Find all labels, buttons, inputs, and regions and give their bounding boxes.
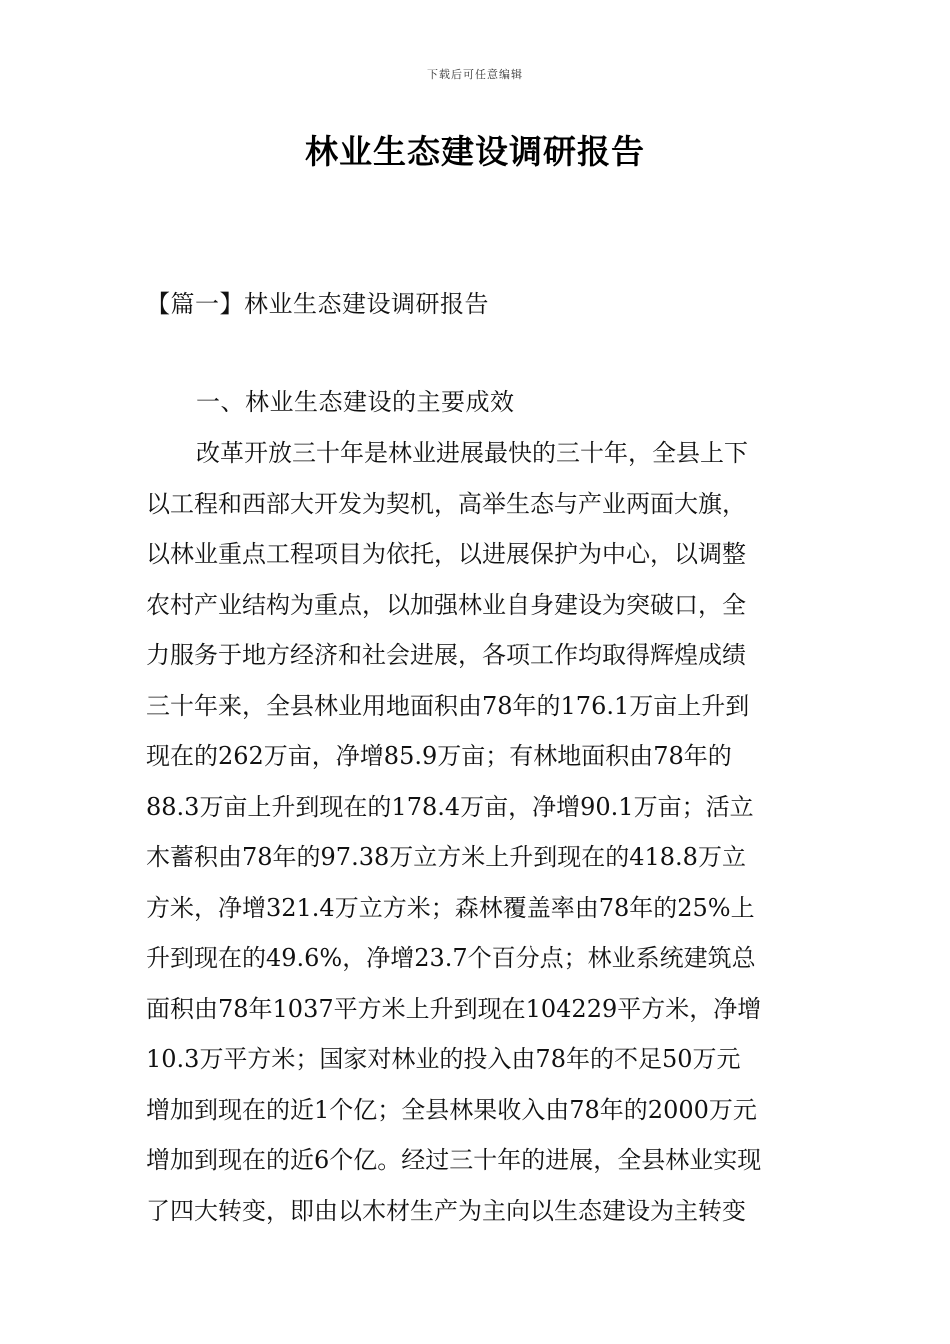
paragraph-line: 升到现在的49.6%，净增23.7个百分点；林业系统建筑总 <box>146 944 756 972</box>
paragraph-line: 改革开放三十年是林业进展最快的三十年，全县上下 <box>196 439 748 467</box>
paragraph-line: 以工程和西部大开发为契机，高举生态与产业两面大旗， <box>146 489 746 518</box>
section-heading: 【篇一】林业生态建设调研报告 <box>146 290 489 318</box>
paragraph-line: 了四大转变，即由以木材生产为主向以生态建设为主转变 <box>146 1196 746 1225</box>
paragraph-line: 木蓄积由78年的97.38万立方米上升到现在的418.8万立 <box>146 843 746 871</box>
subheading: 一、林业生态建设的主要成效 <box>196 388 515 416</box>
header-note: 下载后可任意编辑 <box>427 68 523 81</box>
paragraph-line: 三十年来，全县林业用地面积由78年的176.1万亩上升到 <box>146 691 750 720</box>
paragraph-line: 现在的262万亩，净增85.9万亩；有林地面积由78年的 <box>146 742 732 770</box>
body-paragraph <box>146 428 810 1236</box>
paragraph-line: 88.3万亩上升到现在的178.4万亩，净增90.1万亩；活立 <box>146 792 754 821</box>
paragraph-line: 增加到现在的近6个亿。经过三十年的进展，全县林业实现 <box>146 1146 762 1174</box>
document-title: 林业生态建设调研报告 <box>305 132 645 171</box>
paragraph-line: 面积由78年1037平方米上升到现在104229平方米，净增 <box>146 994 762 1023</box>
paragraph-line: 以林业重点工程项目为依托，以进展保护为中心，以调整 <box>146 540 746 568</box>
paragraph-line: 农村产业结构为重点，以加强林业自身建设为突破口，全 <box>146 590 746 619</box>
paragraph-line: 10.3万平方米；国家对林业的投入由78年的不足50万元 <box>146 1045 741 1073</box>
paragraph-line: 力服务于地方经济和社会进展，各项工作均取得辉煌成绩 <box>146 641 746 669</box>
paragraph-line: 增加到现在的近1个亿；全县林果收入由78年的2000万元 <box>146 1095 757 1124</box>
paragraph-line: 方米，净增321.4万立方米；森林覆盖率由78年的25%上 <box>146 893 755 922</box>
